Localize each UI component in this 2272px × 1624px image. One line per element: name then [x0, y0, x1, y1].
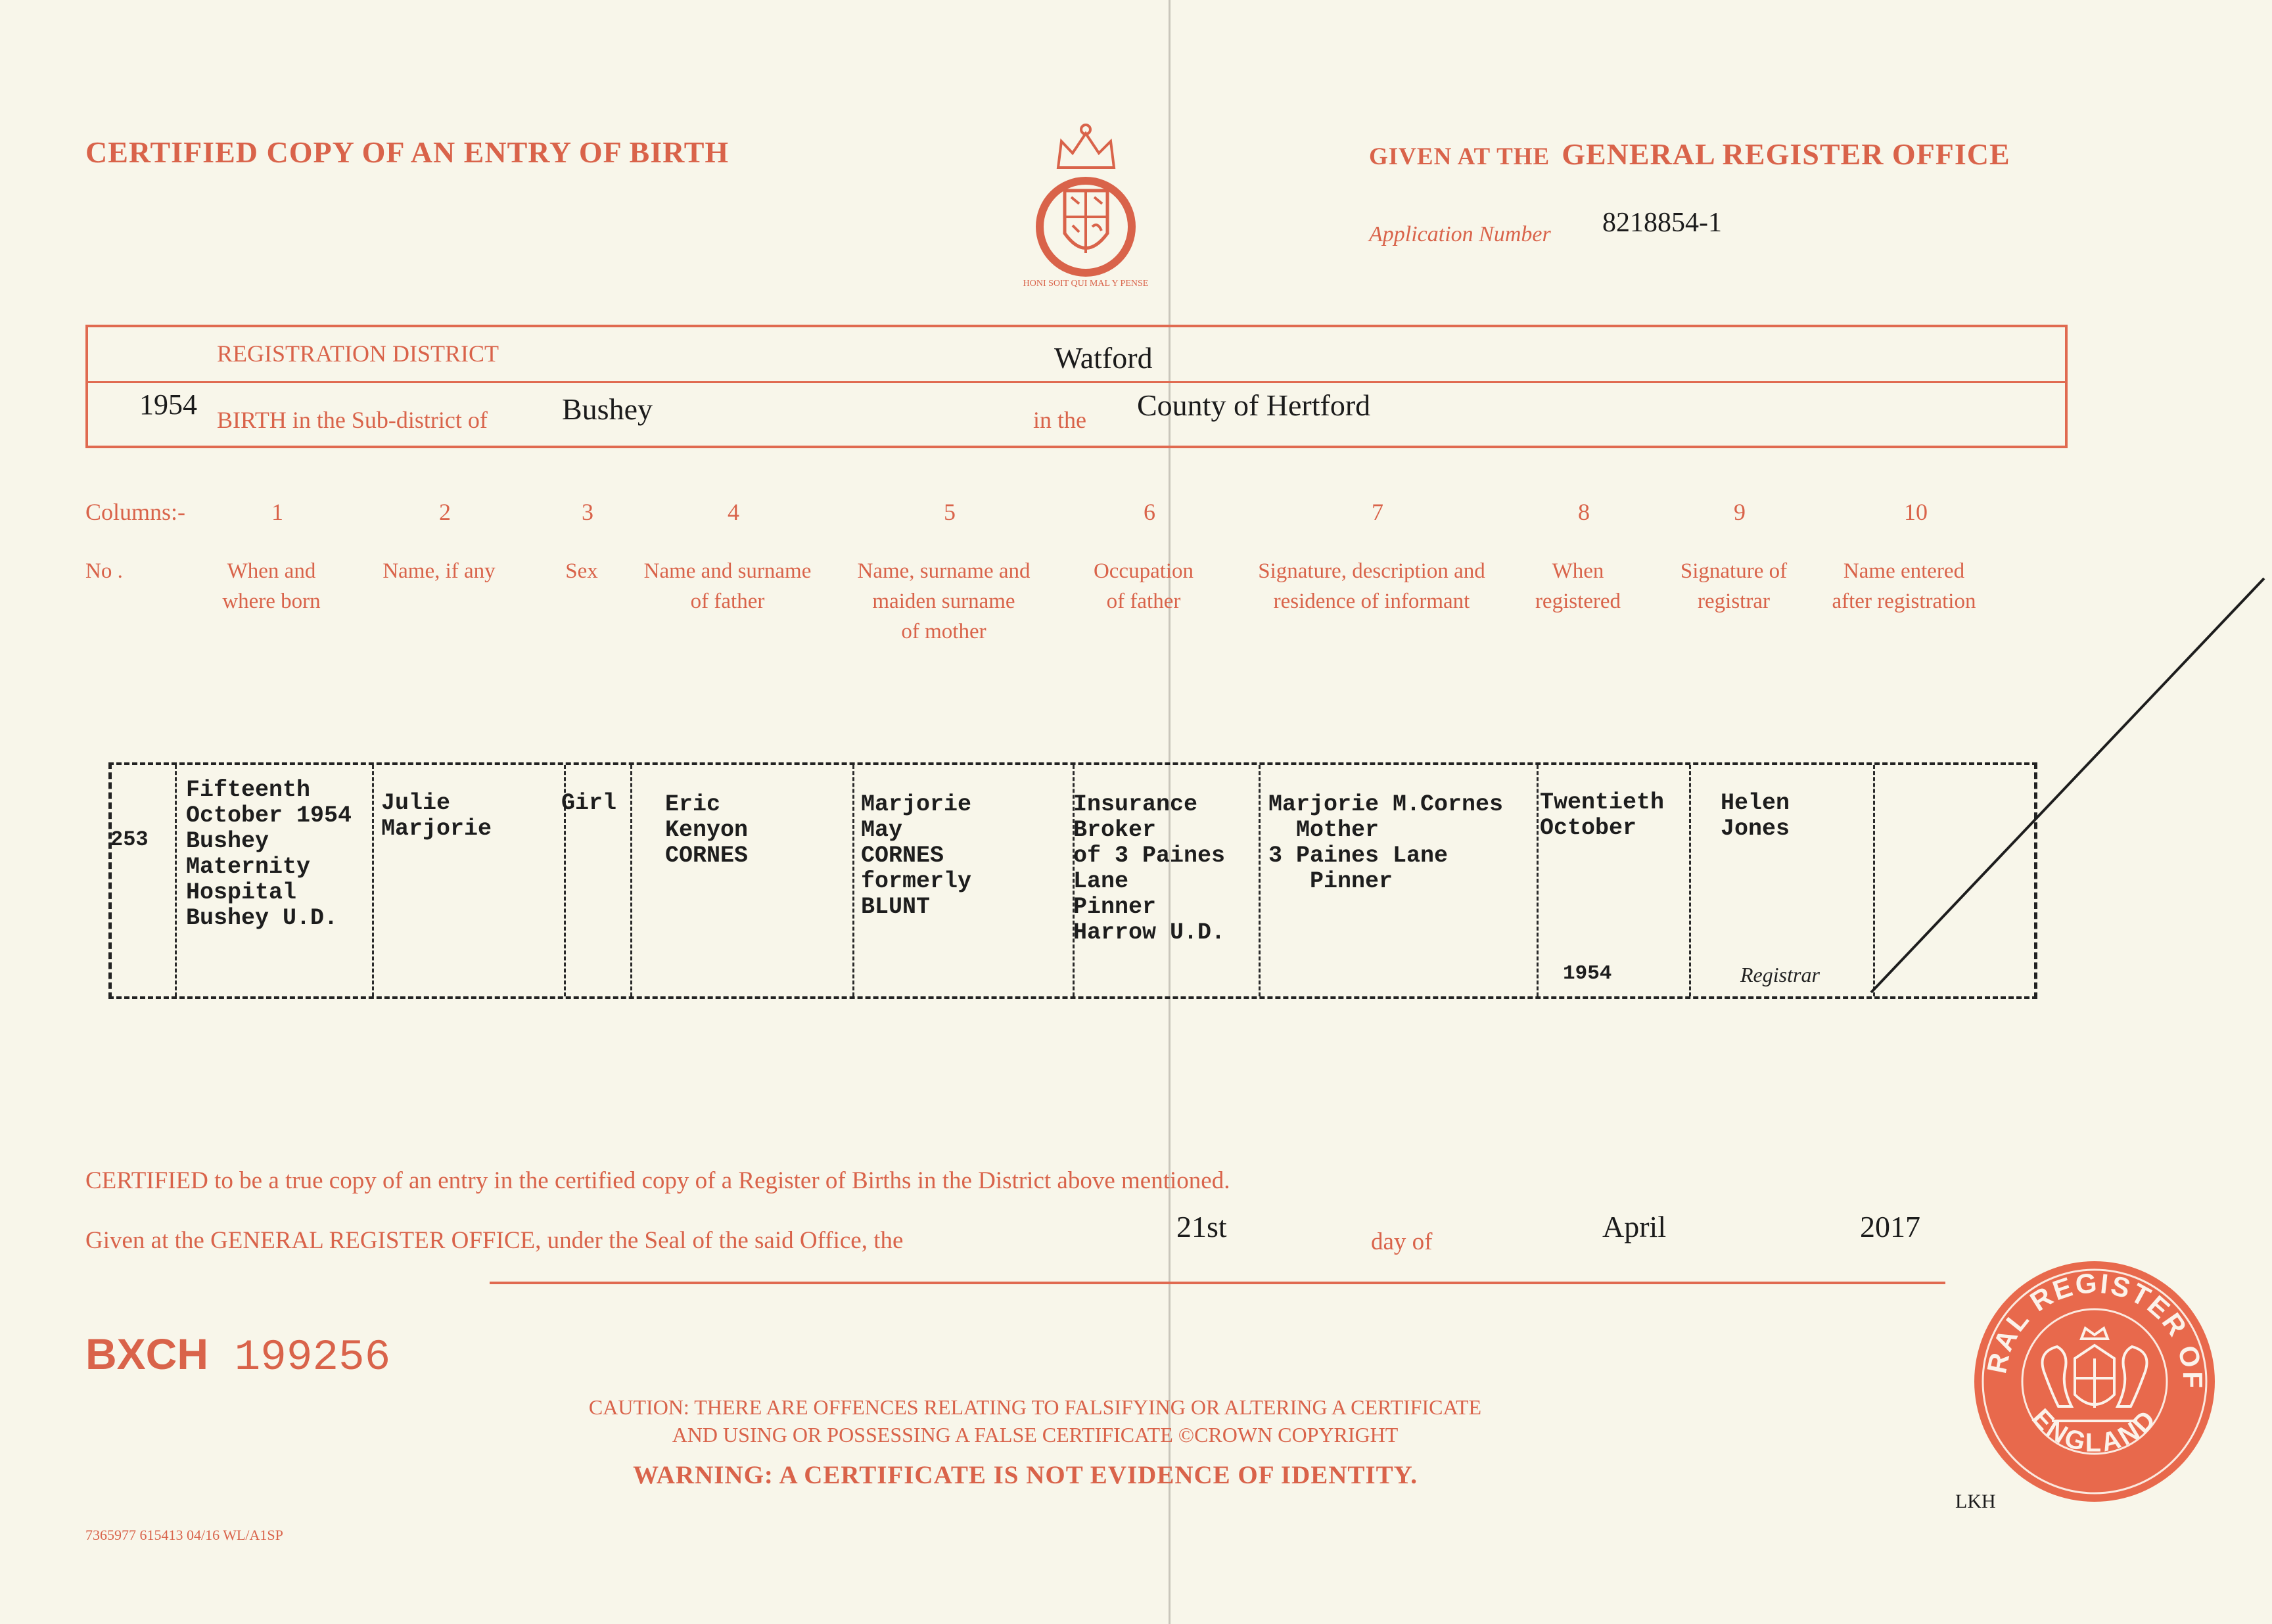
entry-name: Julie Marjorie: [381, 790, 492, 842]
given-at-prefix: GIVEN AT THE: [1369, 143, 1550, 170]
application-number: 8218854-1: [1602, 208, 1722, 238]
column-header: Signature of registrar: [1680, 559, 1788, 613]
entry-informant: Marjorie M.Cornes Mother 3 Paines Lane Pinner: [1268, 791, 1504, 894]
registration-year: 1954: [139, 388, 197, 421]
certification-day: 21st: [1176, 1210, 1227, 1243]
column-header: Name and surname of father: [643, 559, 812, 613]
certification-line1: CERTIFIED to be a true copy of an entry in the certified copy of a Register of Births in the District above mentioned.: [85, 1167, 1230, 1194]
column-header: Signature, description and residence of informant: [1258, 559, 1485, 613]
sub-district-label: BIRTH in the Sub-district of: [217, 407, 488, 433]
application-label: Application Number: [1369, 222, 1551, 246]
identity-warning: WARNING: A CERTIFICATE IS NOT EVIDENCE OF IDENTITY.: [633, 1461, 1418, 1489]
certificate-title: CERTIFIED COPY OF AN ENTRY OF BIRTH: [85, 135, 730, 169]
office-name: GENERAL REGISTER OFFICE: [1562, 137, 2010, 171]
column-divider: [1689, 765, 1691, 996]
clerk-initials: LKH: [1955, 1491, 1996, 1512]
strike-through-line: [1866, 572, 2272, 999]
signature-rule: [490, 1282, 1945, 1284]
entry-registered-year: 1954: [1563, 962, 1612, 985]
entry-registrar: Helen Jones: [1721, 790, 1790, 842]
registration-divider: [88, 381, 2065, 383]
caution-line2: AND USING OR POSSESSING A FALSE CERTIFICATE ©CROWN COPYRIGHT: [672, 1423, 1399, 1447]
svg-text:ENGLAND: ENGLAND: [2026, 1403, 2163, 1458]
entry-father: Eric Kenyon CORNES: [665, 791, 749, 869]
column-header: Name entered after registration: [1832, 559, 1976, 613]
birth-certificate: CERTIFIED COPY OF AN ENTRY OF BIRTH HONI SOIT QUI MAL Y PENSE GIVEN AT THE GENERAL REGISTER OFFICE Application Number 8218854-1 REGISTRATION DISTRICT Watford 1954 BIRTH in the Sub-district of Bushey in the County of Hertford Columns:- 1 2 3 4 5 6 7 8 9 10 No . When and where born Name, if any Sex Name and surname of father Name, surname and maiden surname of mother Occupation of father Signature, description and residence of informant When registered Signature of registrar Name entered after registration 253 Fifteenth October 1954 Bushey Maternity Hospital Bushey U.D. Julie Marjorie Girl Eric Kenyon CORNES Marjorie May CORNES formerly BLUNT Insurance Broker of 3 Paines Lane Pinner Harrow U.D. Marjorie M.Cornes Mother 3 Paines Lane Pinner Twentieth October 1954 Helen Jones Registrar CERTIFIED to be a true copy of an entry in the certified copy of a Register of Births in the District above mentioned. Given at the GENERAL REGISTER OFFICE, under the Seal of the said Office, the 21st day of April 2017 BXCH 199256 CAUTION: THERE ARE OFFENCES RELATING TO FALSIFYING OR ALTERING A CERTIFICATE AND USING OR POSSESSING A FALSE CERTIFICATE ©CROWN COPYRIGHT WARNING: A CERTIFICATE IS NOT EVIDENCE OF IDENTITY. 7365977 615413 04/16 WL/A1SP LKH RAL REGISTER OF ENGLAND: [0, 0, 2272, 1624]
gro-seal-icon: [1973, 1260, 2216, 1503]
entry-sex: Girl: [561, 790, 617, 816]
entry-when-where-born: Fifteenth October 1954 Bushey Maternity Hospital Bushey U.D.: [186, 777, 352, 931]
column-divider: [372, 765, 374, 996]
county-value: County of Hertford: [1137, 388, 1371, 422]
caution-line1: CAUTION: THERE ARE OFFENCES RELATING TO FALSIFYING OR ALTERING A CERTIFICATE: [588, 1395, 1482, 1419]
column-header: Occupation of father: [1093, 559, 1194, 613]
serial-number: [85, 1329, 390, 1382]
royal-crest-icon: [1023, 122, 1149, 292]
day-of-label: day of: [1371, 1228, 1433, 1255]
serial-digits: 199256: [234, 1333, 391, 1382]
certification-month: April: [1602, 1210, 1667, 1243]
columns-label: Columns:-: [85, 499, 186, 525]
column-divider: [175, 765, 177, 996]
given-at-header: [1369, 137, 2010, 172]
column-header: Sex: [565, 559, 598, 583]
svg-text:HONI SOIT QUI MAL Y PENSE: HONI SOIT QUI MAL Y PENSE: [1023, 279, 1149, 289]
entry-occupation: Insurance Broker of 3 Paines Lane Pinner Harrow U.D.: [1073, 791, 1226, 946]
district-value: Watford: [1054, 341, 1153, 375]
column-divider: [1537, 765, 1539, 996]
serial-prefix: BXCH: [85, 1330, 209, 1378]
sub-district-value: Bushey: [562, 392, 653, 426]
district-label: REGISTRATION DISTRICT: [217, 340, 499, 367]
column-header: When and where born: [222, 559, 321, 613]
certification-year: 2017: [1860, 1210, 1920, 1243]
column-divider: [630, 765, 632, 996]
certification-line2: Given at the GENERAL REGISTER OFFICE, under the Seal of the said Office, the: [85, 1227, 904, 1254]
column-header: When registered: [1535, 559, 1621, 613]
column-divider: [852, 765, 854, 996]
svg-text:GENERAL REGISTER OFFICE: RAL REGISTER OF: [1981, 1267, 2209, 1391]
column-divider: [1259, 765, 1261, 996]
in-the-label: in the: [1033, 407, 1086, 433]
entry-when-registered: Twentieth October: [1540, 789, 1665, 841]
registrar-label: Registrar: [1740, 963, 1820, 986]
entry-mother: Marjorie May CORNES formerly BLUNT: [861, 791, 972, 920]
column-header: Name, surname and maiden surname of mother: [857, 559, 1031, 643]
entry-number: 253: [110, 827, 149, 852]
no-column-header: No .: [85, 559, 123, 583]
print-code: 7365977 615413 04/16 WL/A1SP: [85, 1527, 283, 1543]
column-header: Name, if any: [383, 559, 496, 583]
